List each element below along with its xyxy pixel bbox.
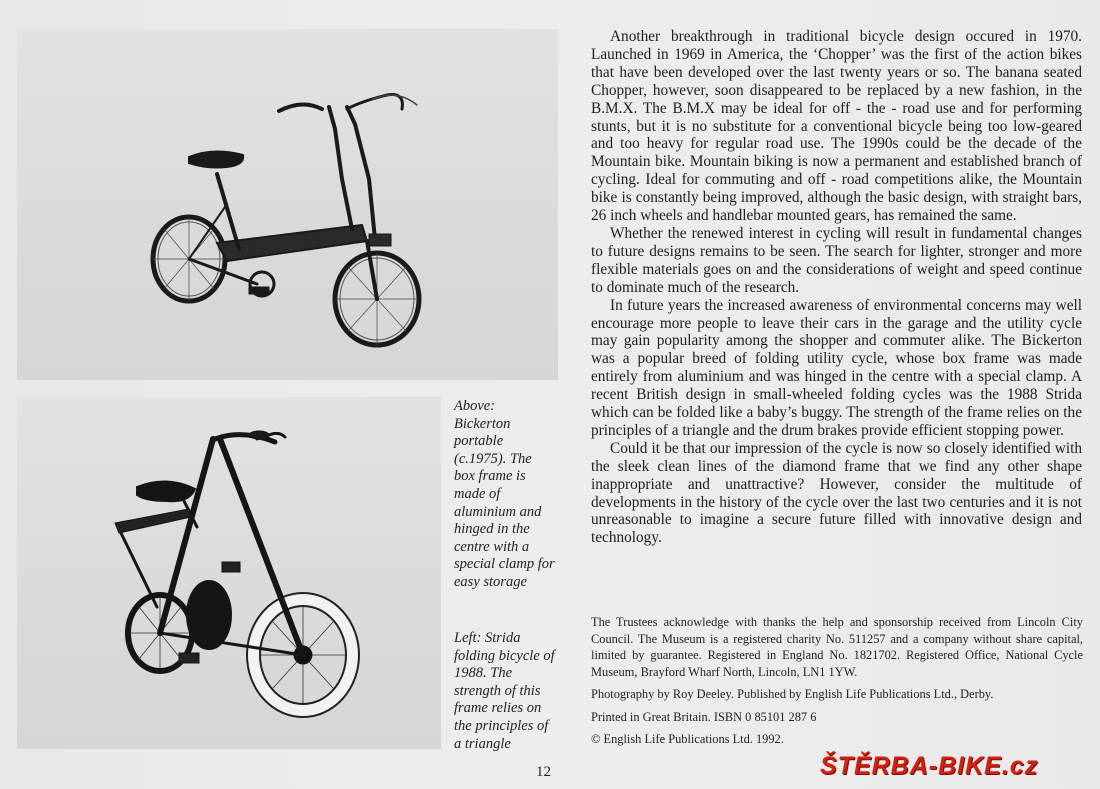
publication-credits: [591, 614, 1083, 754]
article-body: [591, 28, 1082, 547]
photography-credit: Photography by Roy Deeley. Published by English Life Publications Ltd., Derby.: [591, 687, 994, 701]
watermark-brand: ŠTĚRBA: [820, 752, 929, 780]
copyright-notice: © English Life Publications Ltd. 1992.: [591, 732, 784, 746]
paragraph: Whether the renewed interest in cycling will result in fundamental changes to future designs remains to be seen. The search for lighter, stronger and more flexible materials goes on and the considerations of weight and speed continue to dominate much of the research.: [591, 224, 1082, 296]
printing-info: Printed in Great Britain. ISBN 0 85101 287 6: [591, 709, 817, 724]
paragraph: In future years the increased awareness of environmental concerns may well encourage more people to leave their cars in the garage and the utility cycle may gain popularity among the shopper and commuter alike. The Bickerton was a popular breed of folding utility cycle, whose box frame was made entirely from aluminium and was hinged in the centre with a special clamp. A recent British design in small-wheeled folding cycles was the 1988 Strida which can be folded like a baby’s buggy. The strength of the frame relies on the principles of a triangle and the drum brakes provide efficient stopping power.: [591, 296, 1082, 439]
strida-photo: [17, 397, 441, 749]
strida-caption: Left: Strida folding bicycle of 1988. The strength of this frame relies on the principles of a triangle: [454, 630, 555, 752]
watermark-logo: [820, 752, 1038, 781]
bickerton-photo: [17, 29, 558, 380]
bickerton-caption: Above: Bickerton portable (c.1975). The box frame is made of aluminium and hinged in the centre with a special clamp for easy storage: [454, 398, 555, 590]
page-number: 12: [536, 764, 551, 780]
paragraph: Could it be that our impression of the cycle is now so closely identified with the sleek clean lines of the diamond frame that we find any other shape inappropriate and unattractive? However, consider the multitude of developments in the history of the cycle over the last two centuries and it is not unreasonable to imagine a secure future filled with innovative design and technology.: [591, 439, 1082, 547]
watermark-domain: -BIKE.cz: [928, 752, 1039, 780]
strida-bicycle-illustration: [17, 397, 441, 749]
paragraph: Another breakthrough in traditional bicycle design occured in 1970. Launched in 1969 in America, the ‘Chopper’ was the first of the action bikes that have been developed over the last twenty years or so. The banana seated Chopper, however, soon disappeared to be replaced by a new fashion, in the B.M.X. The B.M.X may be ideal for off - the - road use and for performing stunts, but it is no substitute for a conventional bicycle being too low-geared and too heavy for regular road use. The 1990s could be the decade of the Mountain bike. Mountain biking is now a permanent and established branch of cycling. Ideal for commuting and off - road competitions alike, the Mountain bike is constantly being improved, although the basic design, with straight bars, 26 inch wheels and handlebar mounted gears, has remained the same.: [591, 28, 1082, 225]
bickerton-bicycle-illustration: [17, 29, 558, 380]
acknowledgement-text: The Trustees acknowledge with thanks the help and sponsorship received from Lincoln City Council. The Museum is a registered charity No. 511257 and a company without share capital, limited by guarantee. Registered in England No. 1821702. Registered Office, National Cycle Museum, Brayford Wharf North, Lincoln, LN1 1YW.: [591, 615, 1083, 679]
